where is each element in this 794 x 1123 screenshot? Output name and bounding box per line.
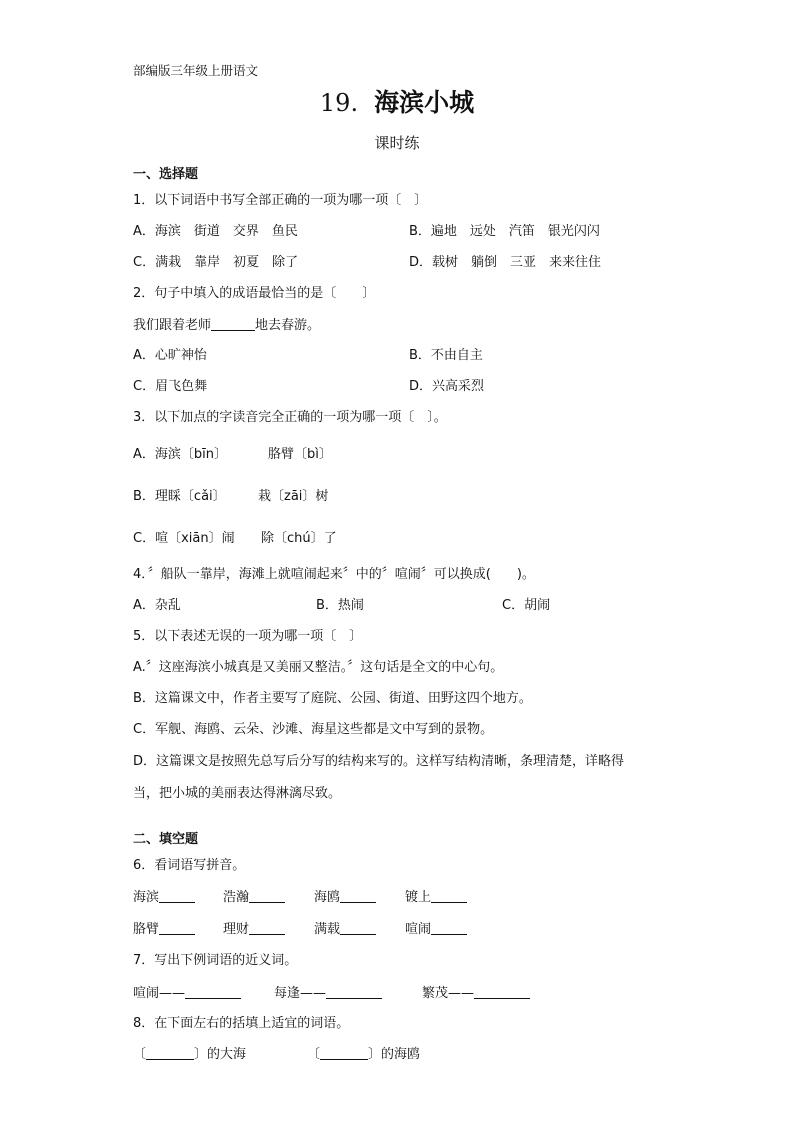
q8-stem: 8．在下面左右的括填上适宜的词语。 xyxy=(133,1016,350,1031)
q5-option-b[interactable]: B．这篇课文中，作者主要写了庭院、公园、街道、田野这四个地方。 xyxy=(133,691,532,706)
q6-item: 满载 xyxy=(314,920,376,939)
synonym-blank[interactable] xyxy=(185,984,241,999)
q2-stem: 2．句子中填入的成语最恰当的是〔 〕 xyxy=(133,286,376,301)
q5-option-d-line1[interactable]: D．这篇课文是按照先总写后分写的结构来写的。这样写结构清晰，条理清楚，详略得 xyxy=(133,754,625,769)
q2-option-a[interactable]: A．心旷神怡 xyxy=(133,348,207,363)
q6-item: 喧闹 xyxy=(405,920,467,939)
q5-option-a[interactable]: A.〞这座海滨小城真是又美丽又整洁。〞这句话是全文的中心句。 xyxy=(133,660,504,675)
phrase-blank[interactable] xyxy=(146,1045,194,1060)
q2-sentence xyxy=(133,316,320,335)
q3-option-b-word1[interactable]: B．理睬〔cǎi〕 xyxy=(133,489,226,504)
q2-answer-blank[interactable] xyxy=(211,316,255,331)
q5-option-c[interactable]: C．军舰、海鸥、云朵、沙滩、海星这些都是文中写到的景物。 xyxy=(133,722,494,737)
q2-option-b[interactable]: B．不由自主 xyxy=(409,348,483,363)
pinyin-blank[interactable] xyxy=(340,920,376,935)
pinyin-blank[interactable] xyxy=(159,920,195,935)
q4-option-b[interactable]: B．热闹 xyxy=(316,598,364,613)
pinyin-blank[interactable] xyxy=(249,920,285,935)
q6-item: 理财 xyxy=(223,920,285,939)
q8-item-right: 〔 〕的海鸥 xyxy=(307,1047,421,1062)
lesson-name: 海滨小城 xyxy=(374,88,475,117)
synonym-blank[interactable] xyxy=(326,984,382,999)
q3-option-b-word2: 栽〔zāi〕树 xyxy=(258,489,329,504)
q2-sentence-post: 地去春游。 xyxy=(255,318,321,333)
q3-option-c-word2: 除〔chú〕了 xyxy=(261,531,337,546)
q8-item-left: 〔 〕的大海 xyxy=(133,1047,247,1062)
q6-stem: 6．看词语写拼音。 xyxy=(133,858,246,873)
q6-item: 镀上 xyxy=(405,888,467,907)
q4-option-c[interactable]: C．胡闹 xyxy=(502,598,551,613)
q6-item: 海鸥 xyxy=(314,888,376,907)
q2-option-c[interactable]: C．眉飞色舞 xyxy=(133,379,208,394)
lesson-number: 19. xyxy=(319,89,359,117)
grade-label: 部编版三年级上册语文 xyxy=(133,63,259,78)
q6-item: 浩瀚 xyxy=(223,888,285,907)
pinyin-blank[interactable] xyxy=(249,888,285,903)
q2-option-d[interactable]: D．兴高采烈 xyxy=(409,379,485,394)
q3-option-c-word1[interactable]: C．喧〔xiān〕闹 xyxy=(133,531,235,546)
q1-option-d[interactable]: D．载树 躺倒 三亚 来来往住 xyxy=(409,255,602,270)
q5-option-d-line2: 当，把小城的美丽表达得淋漓尽致。 xyxy=(133,786,342,801)
q1-stem: 1．以下词语中书写全部正确的一项为哪一项〔 〕 xyxy=(133,193,428,208)
phrase-blank[interactable] xyxy=(320,1045,368,1060)
pinyin-blank[interactable] xyxy=(159,888,195,903)
q4-stem: 4．〞船队一靠岸，海滩上就喧闹起来〞中的〞喧闹〞可以换成( )。 xyxy=(133,567,535,582)
q7-item: 每逢—— xyxy=(274,984,382,1003)
synonym-blank[interactable] xyxy=(474,984,530,999)
subtitle: 课时练 xyxy=(374,134,420,152)
pinyin-blank[interactable] xyxy=(431,920,467,935)
section-title-fill: 二、填空题 xyxy=(133,832,199,847)
q6-item: 胳臂 xyxy=(133,920,195,939)
q3-stem: 3．以下加点的字读音完全正确的一项为哪一项〔 〕。 xyxy=(133,410,447,425)
q7-stem: 7．写出下例词语的近义词。 xyxy=(133,953,298,968)
q2-sentence-pre: 我们跟着老师 xyxy=(133,318,212,333)
q1-option-b[interactable]: B．遍地 远处 汽笛 银光闪闪 xyxy=(409,224,600,239)
q3-option-a-word2: 胳臂〔bì〕 xyxy=(268,447,332,462)
section-title-choice: 一、选择题 xyxy=(133,167,199,182)
pinyin-blank[interactable] xyxy=(340,888,376,903)
q1-option-a[interactable]: A．海滨 街道 交界 鱼民 xyxy=(133,224,298,239)
lesson-title xyxy=(0,86,794,125)
q6-item: 海滨 xyxy=(133,888,195,907)
q7-item: 喧闹—— xyxy=(133,984,241,1003)
q4-option-a[interactable]: A．杂乱 xyxy=(133,598,181,613)
q3-option-a-word1[interactable]: A．海滨〔bīn〕 xyxy=(133,447,227,462)
q7-item: 繁茂—— xyxy=(422,984,530,1003)
q1-option-c[interactable]: C．满栽 靠岸 初夏 除了 xyxy=(133,255,299,270)
q5-stem: 5．以下表述无误的一项为哪一项〔 〕 xyxy=(133,629,363,644)
pinyin-blank[interactable] xyxy=(431,888,467,903)
